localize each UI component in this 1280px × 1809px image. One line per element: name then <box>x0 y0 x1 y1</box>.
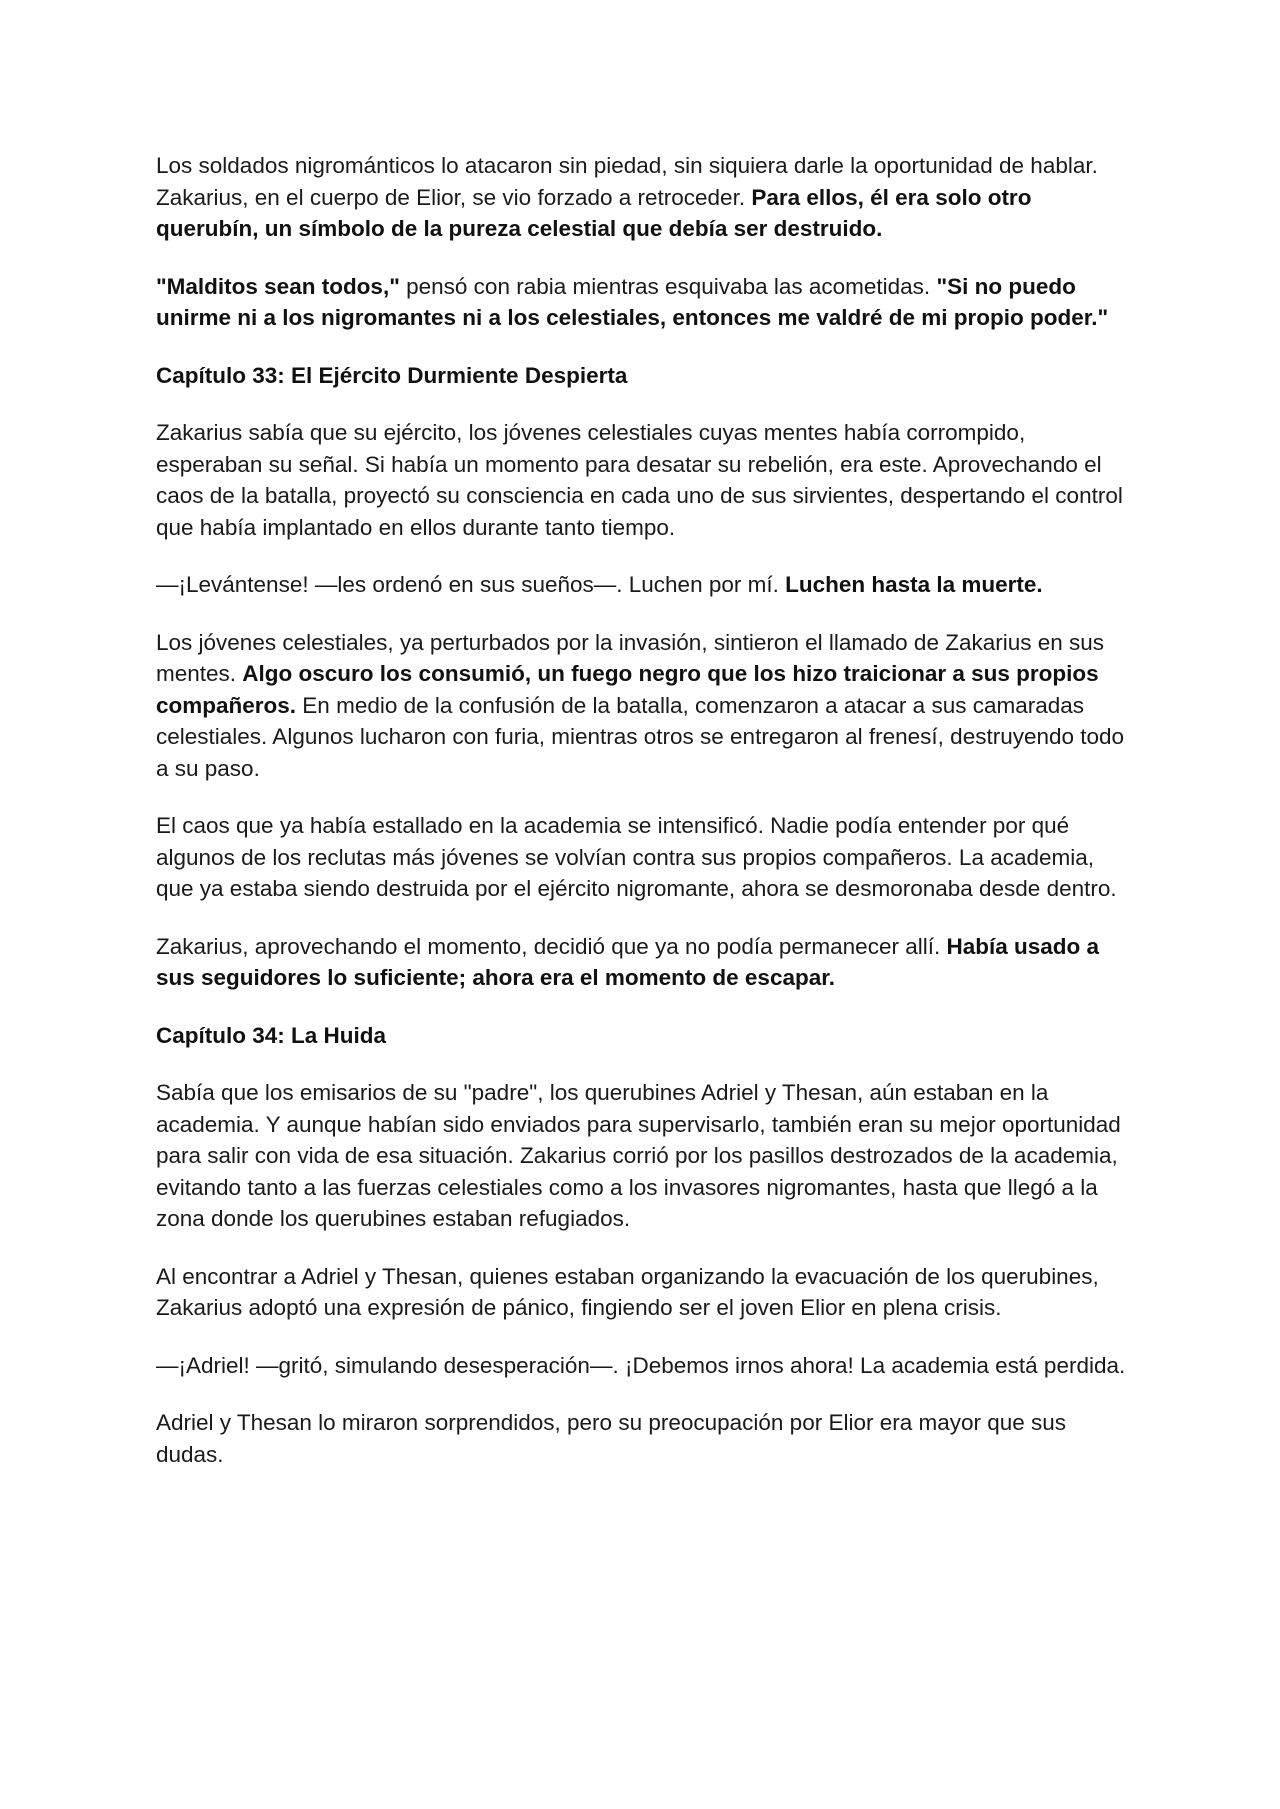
bold-text: Capítulo 34: La Huida <box>156 1022 387 1048</box>
text-run: Zakarius, aprovechando el momento, decidió que ya no podía permanecer allí. <box>156 933 947 959</box>
text-run: Al encontrar a Adriel y Thesan, quienes estaban organizando la evacuación de los querubines, Zakarius adoptó una expresión de pánico, fingiendo ser el joven Elior en plena crisis. <box>156 1263 1099 1320</box>
paragraph <box>156 627 1136 785</box>
paragraph <box>156 810 1136 905</box>
bold-text: Había usado a sus seguidores lo suficiente; ahora era el momento de escapar. <box>156 933 1100 990</box>
bold-text: "Malditos sean todos," <box>156 273 400 299</box>
chapter-heading <box>156 1020 1136 1052</box>
bold-text: Capítulo 33: El Ejército Durmiente Despierta <box>156 362 628 388</box>
paragraph <box>156 417 1136 543</box>
text-run: pensó con rabia mientras esquivaba las acometidas. <box>399 273 937 299</box>
text-run: Los jóvenes celestiales, ya perturbados por la invasión, sintieron el llamado de Zakarius en sus mentes. <box>156 629 1105 686</box>
text-run: Los soldados nigrománticos lo atacaron sin piedad, sin siquiera darle la oportunidad de hablar. Zakarius, en el cuerpo de Elior, se vio forzado a retroceder. <box>156 153 1098 210</box>
paragraph <box>156 150 1136 245</box>
text-run: Adriel y Thesan lo miraron sorprendidos, pero su preocupación por Elior era mayor que sus dudas. <box>156 1410 1067 1467</box>
paragraph <box>156 1350 1136 1382</box>
paragraph <box>156 1407 1136 1470</box>
paragraph <box>156 1261 1136 1324</box>
paragraph <box>156 271 1136 334</box>
text-run: El caos que ya había estallado en la academia se intensificó. Nadie podía entender por qué algunos de los reclutas más jóvenes se volvían contra sus propios compañeros. La academia, que ya estaba siendo destruida por el ejército nigromante, ahora se desmoronaba desde dentro. <box>156 813 1117 901</box>
text-run: Zakarius sabía que su ejército, los jóvenes celestiales cuyas mentes había corrompido, esperaban su señal. Si había un momento para desatar su rebelión, era este. Aprovechando el caos de la batalla, proyectó su consciencia en cada uno de sus sirvientes, despertando el control que había implantado en ellos durante tanto tiempo. <box>156 420 1123 540</box>
bold-text: Luchen hasta la muerte. <box>785 572 1043 597</box>
paragraph <box>156 931 1136 994</box>
chapter-heading <box>156 360 1136 392</box>
text-run: —¡Levántense! —les ordenó en sus sueños—. Luchen por mí. <box>156 572 786 597</box>
paragraph <box>156 569 1136 601</box>
paragraph <box>156 1077 1136 1235</box>
bold-text: Algo oscuro los consumió, un fuego negro que los hizo traicionar a sus propios compañeros. <box>156 661 1099 718</box>
text-run: —¡Adriel! —gritó, simulando desesperación—. ¡Debemos irnos ahora! La academia está perdida. <box>156 1352 1126 1378</box>
text-run: Sabía que los emisarios de su "padre", los querubines Adriel y Thesan, aún estaban en la academia. Y aunque habían sido enviados para supervisarlo, también eran su mejor oportunidad para salir con vida de esa situación. Zakarius corrió por los pasillos destrozados de la academia, evitando tanto a las fuerzas celestiales como a los invasores nigromantes, hasta que llegó a la zona donde los querubines estaban refugiados. <box>156 1080 1121 1231</box>
bold-text: Para ellos, él era solo otro querubín, un símbolo de la pureza celestial que debía ser destruido. <box>156 184 1032 241</box>
text-run: En medio de la confusión de la batalla, comenzaron a atacar a sus camaradas celestiales. Algunos lucharon con furia, mientras otros se entregaron al frenesí, destruyendo todo a su paso. <box>156 692 1125 781</box>
bold-text: "Si no puedo unirme ni a los nigromantes ni a los celestiales, entonces me valdré de mi propio poder." <box>156 273 1109 330</box>
document-body <box>156 150 1136 1496</box>
